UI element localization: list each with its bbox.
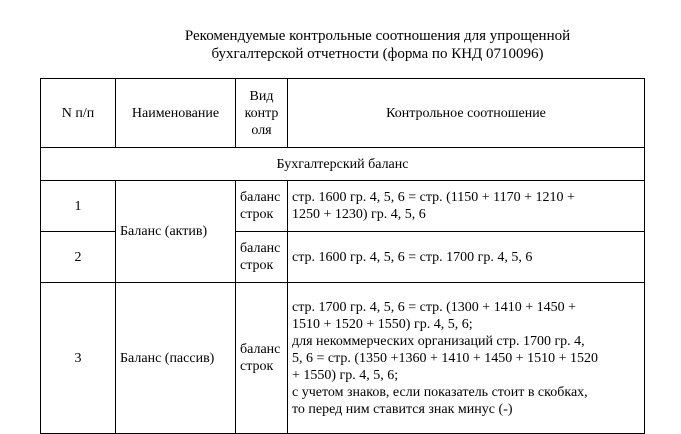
header-kind-line: оля [251, 122, 272, 138]
control-ratios-table [40, 78, 645, 434]
row-control-line: для некоммерческих организаций стр. 1700 гр. 4, [292, 333, 585, 349]
row-control [288, 283, 645, 434]
header-kind [236, 79, 288, 148]
row-kind [236, 181, 288, 232]
row-kind [236, 283, 288, 434]
header-name: Наименование [116, 79, 236, 148]
table-row [41, 181, 645, 232]
row-kind [236, 232, 288, 283]
row-kind-line: строк [240, 359, 274, 374]
section-title: Бухгалтерский баланс [41, 148, 645, 181]
row-control-line: 1250 + 1230) гр. 4, 5, 6 [292, 207, 426, 222]
table-row [41, 283, 645, 434]
row-control [288, 181, 645, 232]
section-row [41, 148, 645, 181]
row-control [288, 232, 645, 283]
header-control: Контрольное соотношение [288, 79, 645, 148]
table-header-row [41, 79, 645, 148]
row-name: Баланс (пассив) [116, 283, 236, 434]
row-kind-line: строк [240, 207, 274, 222]
header-num: N п/п [41, 79, 116, 148]
row-kind-line: баланс [240, 190, 281, 205]
row-kind-line: баланс [240, 241, 281, 256]
title-line-2: бухгалтерской отчетности (форма по КНД 0710096) [211, 46, 544, 62]
document-title [80, 27, 675, 63]
row-control-line: 5, 6 = стр. (1350 +1360 + 1410 + 1450 + 1510 + 1520 [292, 350, 599, 366]
row-control-line: стр. 1600 гр. 4, 5, 6 = стр. 1700 гр. 4, 5, 6 [292, 249, 533, 265]
header-kind-line: Вид [249, 88, 274, 104]
row-control-line: стр. 1700 гр. 4, 5, 6 = стр. (1300 + 1410 + 1450 + [292, 299, 576, 315]
row-control-line: то перед ним ставится знак минус (-) [292, 401, 513, 417]
row-kind-line: баланс [240, 342, 281, 357]
row-control-line: + 1550) гр. 4, 5, 6; [292, 367, 399, 383]
title-line-1: Рекомендуемые контрольные соотношения для упрощенной [184, 28, 571, 44]
row-kind-line: строк [240, 258, 274, 273]
row-control-line: стр. 1600 гр. 4, 5, 6 = стр. (1150 + 1170 + 1210 + [292, 190, 575, 205]
row-num: 1 [41, 181, 116, 232]
row-num: 2 [41, 232, 116, 283]
row-name: Баланс (актив) [116, 181, 236, 283]
header-kind-line: контр [244, 105, 279, 121]
row-num: 3 [41, 283, 116, 434]
row-control-line: 1510 + 1520 + 1550) гр. 4, 5, 6; [292, 316, 473, 332]
row-control-line: с учетом знаков, если показатель стоит в скобках, [292, 384, 588, 400]
